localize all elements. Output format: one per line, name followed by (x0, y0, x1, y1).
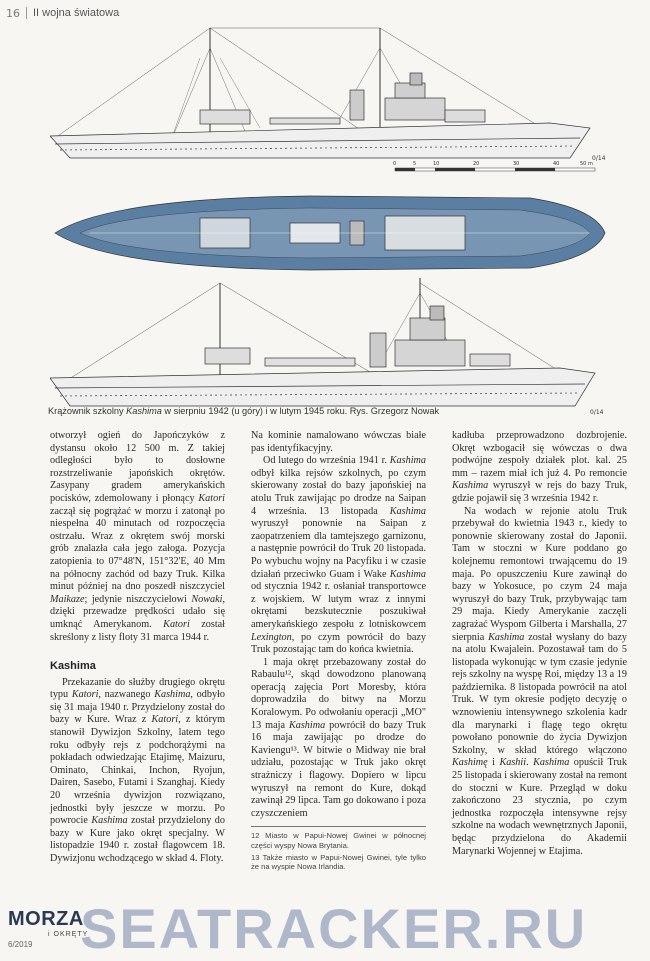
ship-drawings (50, 18, 615, 418)
magazine-logo (8, 908, 89, 949)
col2-paragraph-1: Na kominie namalowano wówczas białe pas identyfikacyjny. (251, 430, 426, 454)
scale-tick-2: 10 (433, 161, 440, 167)
text-column-3 (452, 430, 627, 858)
footnotes (251, 826, 426, 871)
scale-bar (393, 161, 595, 171)
scale-tick-3: 20 (473, 161, 480, 167)
profile-1945-drawing (50, 278, 595, 406)
logo-subtext: i OKRĘTY (48, 931, 89, 938)
watermark-text: SEATRACKER.RU (80, 897, 588, 960)
col1-paragraph-2: Przekazanie do służby drugiego okrętu typu Katori, nazwanego Kashima, odbyło się 31 maja 1940 r. Przydzielony został do bazy w Kure. Wraz z Katori, z którym stanowił Dywizjon Szkolny, latem tego roku odbyły rejs z podchorążymi na pokładach odwiedzając Etajimę, Maizuru, Ominato, Chinkai, Inchon, Ryojun, Dairen, Sasebo, Futami i Szanghaj. Kiedy 20 września dywizjon rozwiązano, jednostki były jeszcze w morzu. Po powrocie Kashima został przydzielony do bazy w Kure jako okręt specjalny. W listopadzie 1940 r. został flagowcem 18. Dywizjonu wchodzącego w skład 4. Floty. (50, 676, 226, 864)
header-divider (26, 7, 27, 19)
col3-paragraph-1: kadłuba przeprowadzono dozbrojenie. Okręt wzbogacił się wówczas o dwa podwójne zespoły działek plot. kal. 25 mm – razem miał ich już 4. Po remoncie Kashima wyruszył w rejs do bazy Truk, gdzie pojawił się 3 września 1942 r. (452, 430, 627, 504)
profile-1942-drawing (50, 28, 590, 158)
scale-tick-1: 5 (413, 161, 417, 167)
page-number: 16 (6, 6, 20, 20)
col1-paragraph-1: otworzył ogień do Japończyków z dystansu około 12 500 m. Z takiej odległości było to dosłowne rozstrzeliwanie japońskich okrętów. Zasypany gradem amerykańskich pocisków, zdemolowany i płonący Katori zaczął się pogrążać w morzu i zatonął po niespełna 40 minutach od rozpoczęcia ostrzału. Wraz z okrętem swój morski grób znalazła cała jego załoga. Pozycja zatopienia to 07°48'N, 151°32'E, 40 Mm na północny zachód od bazy Truk. Kilka minut później na dno poszedł niszczyciel Maikaze; jedynie niszczycielowi Nowaki, dzięki przewadze prędkości udało się umknąć Amerykanom. Katori został skreślony z listy floty 31 marca 1944 r. (50, 430, 226, 643)
scale-tick-4: 30 (513, 161, 520, 167)
scale-tick-0: 0 (393, 161, 397, 167)
section-heading-kashima: Kashima (50, 660, 96, 673)
plan-view-drawing (55, 196, 605, 270)
issue-number: 6/2019 (8, 940, 33, 949)
scale-tick-6: 50 m (580, 161, 593, 167)
col2-paragraph-2: Od lutego do września 1941 r. Kashima odbył kilka rejsów szkolnych, po czym skierowany został do bazy japońskiej na atolu Truk zawijając po drodze na Saipan 4 września. 13 listopada Kashima wyruszył ponownie na Saipan z zaopatrzeniem dla tamtejszego garnizonu, a następnie powrócił do Truk 20 listopada. Po wybuchu wojny na Pacyfiku i w czasie działań przeciwko Guam i Wake Kashima od stycznia 1942 r. osłaniał transportowce z wojskiem. W lutym wraz z innymi okrętami bezskutecznie poszukiwał amerykańskiego zespołu z lotniskowcem Lexington, po czym powrócił do bazy Truk pozostając tam do końca kwietnia. (251, 455, 426, 656)
logo-text: MORZA (8, 908, 84, 930)
text-column-1 (50, 430, 225, 866)
profile-1945-mark: 0/14 (590, 409, 604, 416)
footnote-12: 12 Miasto w Papui-Nowej Gwinei w północnej części wyspy Nowa Brytania. (251, 831, 426, 850)
col3-paragraph-2: Na wodach w rejonie atolu Truk przebywał do kwietnia 1943 r., kiedy to ponownie skierowany został do Japonii. Tam w stoczni w Kure poddano go kolejnemu remontowi trwającemu do 19 maja. Po opuszczeniu Kure zawinął do bazy w Yokosuce, po czym 24 maja wyruszył do bazy Truk, przybywając tam 29 maja. Kiedy Amerykanie zaczęli zagrażać Wyspom Gilberta i Marshalla, 27 sierpnia Kashima został wysłany do bazy na atolu Kwajalein. Pozostawał tam do 5 listopada wykonując w tym czasie jedynie rejs szkolny na wyspę Roi, między 13 a 19 października. 8 listopada powrócił na atol Truk. W tym okresie podjęto decyzję o wznowieniu intensywnego szkolenia kadr dla marynarki i flagę tego okrętu powołano ponownie do życia Dywizjon Szkolny, w skład którego włączono Kashimę i Kashii. Kashima opuścił Truk 25 listopada i skierowany został na remont do stoczni w Kure. Przegląd w doku zakończono 23 stycznia, po czym jednostka rozpoczęła intensywne rejsy szkolne na wodach wewnętrznych Japonii, będąc przydzielona do Akademii Marynarki Wojennej w Etajima. (452, 505, 627, 857)
section-title: II wojna światowa (33, 7, 120, 19)
text-column-2 (251, 430, 426, 874)
figure-caption: Krążownik szkolny Kashima w sierpniu 1942 (u góry) i w lutym 1945 roku. Rys. Grzegorz Nowak (48, 406, 440, 416)
scale-tick-5: 40 (553, 161, 560, 167)
profile-1942-mark: 0/14 (592, 155, 606, 162)
footnote-13: 13 Także miasto w Papui-Nowej Gwinei, tyle tylko że na wyspie Nowa Irlandia. (251, 852, 426, 872)
col2-paragraph-3: 1 maja okręt przebazowany został do Rabaulu¹², skąd dowodzono planowaną operacją zajęcia Port Moresby, która doprowadziła do bitwy na Morzu Koralowym. Po odwołaniu operacji „MO" 13 maja Kashima powrócił do bazy Truk 16 maja zawijając po drodze do Kaviengu¹³. W bitwie o Midway nie brał udziału, pozostając w Truk jako okręt strażniczy i flagowy. Dopiero w lipcu wyruszył na remont do Kure, dokąd zawinął 29 lipca. Tam go dokowano i poza czyszczeniem (251, 656, 426, 819)
